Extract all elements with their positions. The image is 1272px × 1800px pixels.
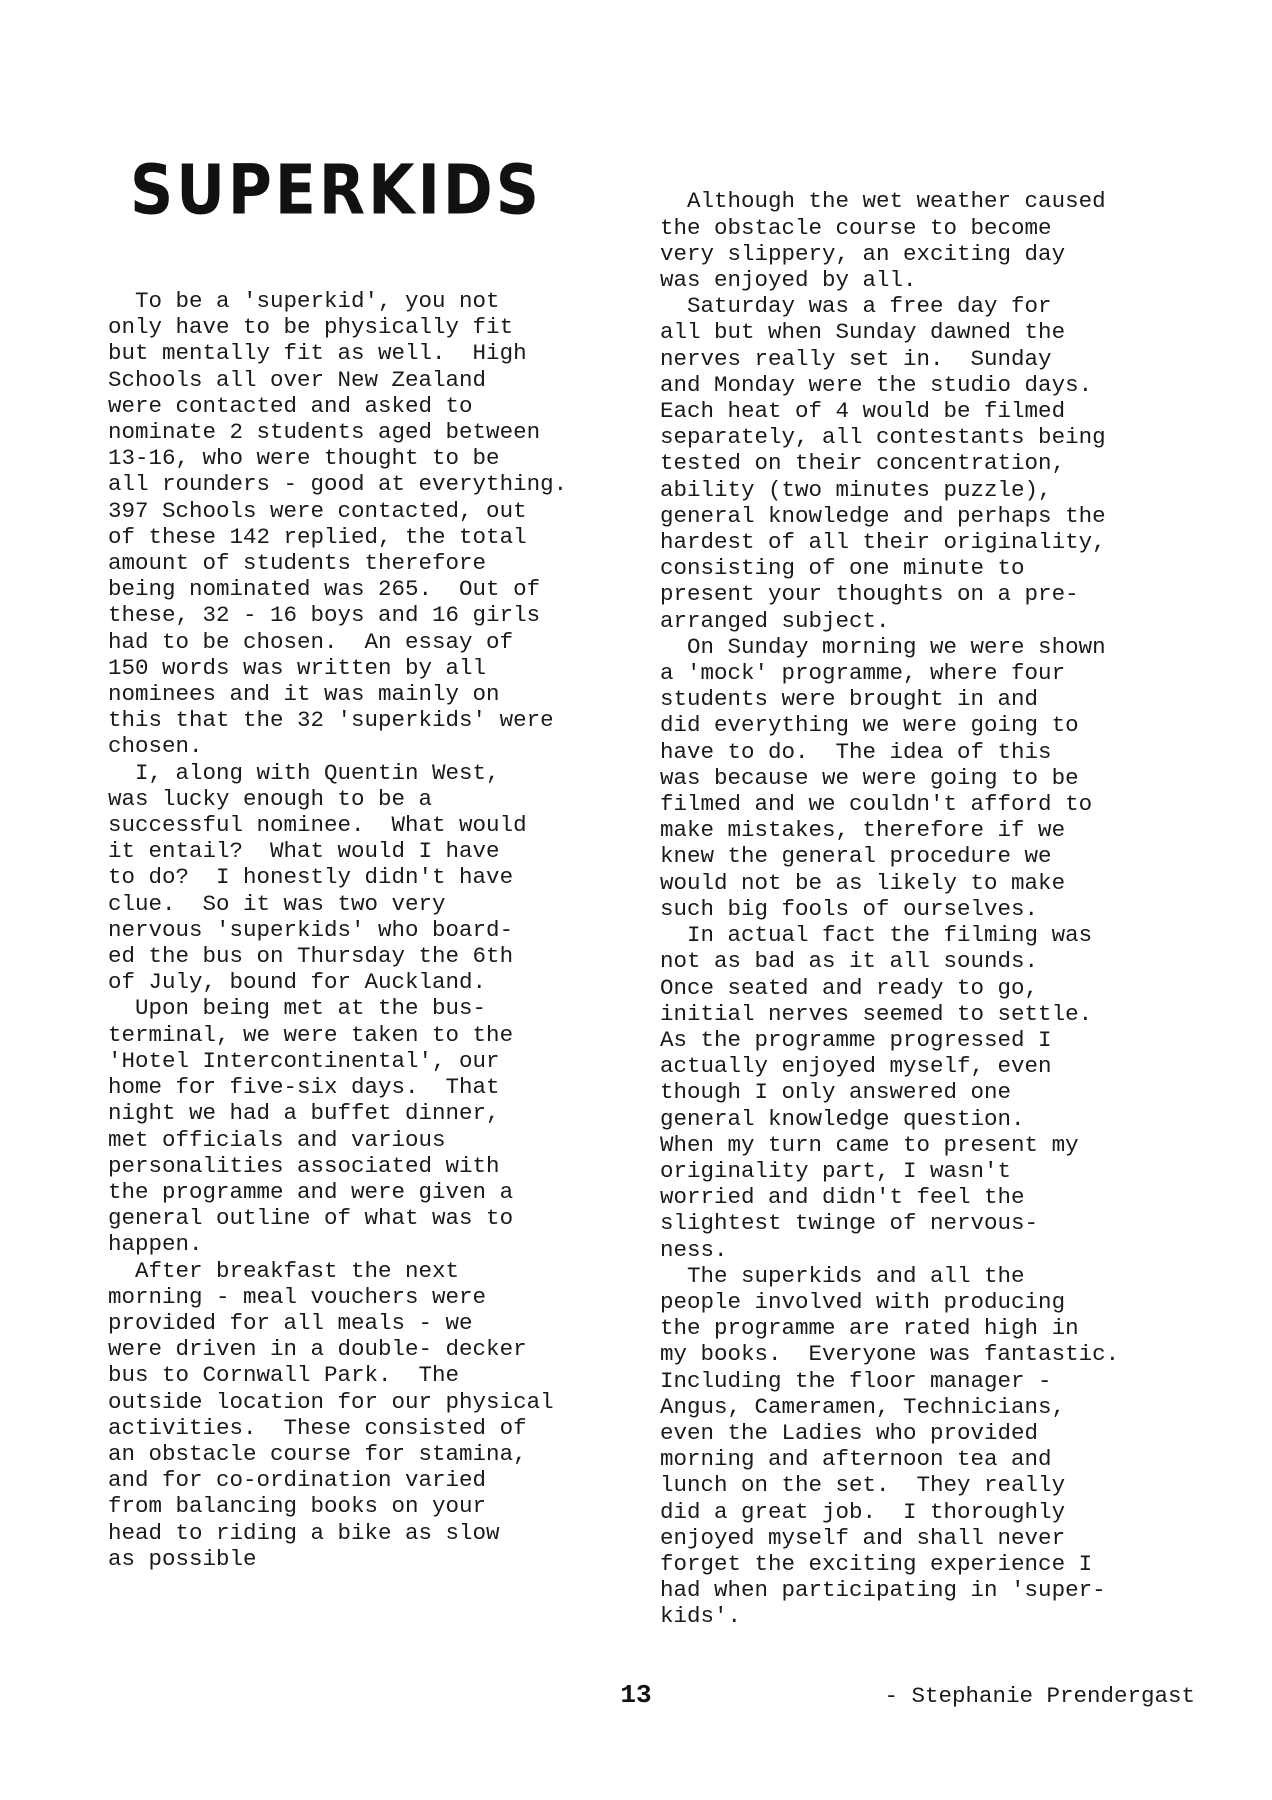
page-number: 13 bbox=[620, 1680, 652, 1710]
right-column bbox=[660, 136, 1195, 1762]
text-line: Once seated and ready to go, bbox=[660, 974, 1039, 1001]
text-line: consisting of one minute to bbox=[660, 555, 1025, 582]
text-line: After breakfast the next bbox=[108, 1257, 460, 1284]
text-line: provided for all meals - we bbox=[108, 1309, 473, 1336]
text-line: did everything we were going to bbox=[660, 712, 1079, 739]
text-line: activities. These consisted of bbox=[108, 1414, 527, 1441]
text-line: was lucky enough to be a bbox=[108, 785, 433, 812]
text-line: did a great job. I thoroughly bbox=[660, 1498, 1066, 1525]
text-line: arranged subject. bbox=[660, 607, 890, 634]
text-line: had when participating in 'super- bbox=[660, 1577, 1106, 1604]
text-line: the obstacle course to become bbox=[660, 214, 1052, 241]
text-line: On Sunday morning we were shown bbox=[660, 633, 1106, 660]
text-line: home for five-six days. That bbox=[108, 1074, 500, 1101]
text-line: 'Hotel Intercontinental', our bbox=[108, 1047, 500, 1074]
text-line: morning and afternoon tea and bbox=[660, 1446, 1052, 1473]
text-line: filmed and we couldn't afford to bbox=[660, 791, 1093, 818]
text-line: The superkids and all the bbox=[660, 1262, 1025, 1289]
text-line: I, along with Quentin West, bbox=[108, 759, 500, 786]
text-line: as possible bbox=[108, 1545, 257, 1572]
text-line: such big fools of ourselves. bbox=[660, 895, 1039, 922]
right-column-lines bbox=[660, 188, 1195, 1629]
text-line: terminal, we were taken to the bbox=[108, 1021, 514, 1048]
text-line: tested on their concentration, bbox=[660, 450, 1066, 477]
text-line: only have to be physically fit bbox=[108, 314, 514, 341]
text-line: were contacted and asked to bbox=[108, 392, 473, 419]
text-line: very slippery, an exciting day bbox=[660, 240, 1066, 267]
text-line: nerves really set in. Sunday bbox=[660, 345, 1052, 372]
text-line: of these 142 replied, the total bbox=[108, 523, 527, 550]
text-line: to do? I honestly didn't have bbox=[108, 864, 514, 891]
author-signature: - Stephanie Prendergast bbox=[884, 1682, 1195, 1709]
text-line: 13-16, who were thought to be bbox=[108, 445, 500, 472]
text-line: forget the exciting experience I bbox=[660, 1550, 1093, 1577]
text-line: and Monday were the studio days. bbox=[660, 371, 1093, 398]
text-line: Including the floor manager - bbox=[660, 1367, 1052, 1394]
text-line: but mentally fit as well. High bbox=[108, 340, 527, 367]
text-line: these, 32 - 16 boys and 16 girls bbox=[108, 602, 541, 629]
text-line: being nominated was 265. Out of bbox=[108, 576, 541, 603]
text-line: an obstacle course for stamina, bbox=[108, 1440, 527, 1467]
text-line: hardest of all their originality, bbox=[660, 529, 1106, 556]
text-line: a 'mock' programme, where four bbox=[660, 660, 1066, 687]
text-line: 150 words was written by all bbox=[108, 654, 487, 681]
text-line: nominate 2 students aged between bbox=[108, 419, 541, 446]
text-line: Schools all over New Zealand bbox=[108, 366, 487, 393]
text-line: nominees and it was mainly on bbox=[108, 681, 500, 708]
text-line: lunch on the set. They really bbox=[660, 1472, 1066, 1499]
text-line: initial nerves seemed to settle. bbox=[660, 1000, 1093, 1027]
text-line: head to riding a bike as slow bbox=[108, 1519, 500, 1546]
text-line: knew the general procedure we bbox=[660, 843, 1052, 870]
text-line: students were brought in and bbox=[660, 686, 1039, 713]
text-line: met officials and various bbox=[108, 1126, 446, 1153]
text-line: nervous 'superkids' who board- bbox=[108, 916, 514, 943]
text-line: was enjoyed by all. bbox=[660, 267, 917, 294]
text-line: successful nominee. What would bbox=[108, 812, 527, 839]
text-line: chosen. bbox=[108, 733, 203, 760]
text-line: not as bad as it all sounds. bbox=[660, 948, 1039, 975]
text-line: my books. Everyone was fantastic. bbox=[660, 1341, 1120, 1368]
text-line: Each heat of 4 would be filmed bbox=[660, 398, 1066, 425]
text-line: Saturday was a free day for bbox=[660, 293, 1052, 320]
text-line: the programme are rated high in bbox=[660, 1315, 1079, 1342]
text-line: from balancing books on your bbox=[108, 1493, 487, 1520]
text-line: In actual fact the filming was bbox=[660, 922, 1093, 949]
text-line: actually enjoyed myself, even bbox=[660, 1053, 1052, 1080]
text-line: even the Ladies who provided bbox=[660, 1419, 1039, 1446]
text-line: this that the 32 'superkids' were bbox=[108, 707, 554, 734]
text-line: When my turn came to present my bbox=[660, 1131, 1079, 1158]
text-line: make mistakes, therefore if we bbox=[660, 817, 1066, 844]
text-line: worried and didn't feel the bbox=[660, 1184, 1025, 1211]
text-line: To be a 'superkid', you not bbox=[108, 288, 500, 314]
text-line: clue. So it was two very bbox=[108, 890, 446, 917]
text-line: were driven in a double- decker bbox=[108, 1336, 527, 1363]
text-line: though I only answered one bbox=[660, 1079, 1012, 1106]
text-line: general knowledge and perhaps the bbox=[660, 502, 1106, 529]
text-line: ability (two minutes puzzle), bbox=[660, 476, 1052, 503]
text-line: ed the bus on Thursday the 6th bbox=[108, 943, 514, 970]
text-line: all rounders - good at everything. bbox=[108, 471, 568, 498]
text-line: have to do. The idea of this bbox=[660, 738, 1052, 765]
text-line: people involved with producing bbox=[660, 1288, 1066, 1315]
text-line: had to be chosen. An essay of bbox=[108, 628, 514, 655]
text-line: Upon being met at the bus- bbox=[108, 995, 487, 1022]
text-line: amount of students therefore bbox=[108, 550, 487, 577]
text-line: and for co-ordination varied bbox=[108, 1467, 487, 1494]
left-column bbox=[108, 288, 567, 1572]
text-line: general outline of what was to bbox=[108, 1205, 514, 1232]
text-line: night we had a buffet dinner, bbox=[108, 1100, 500, 1127]
text-line: happen. bbox=[108, 1231, 203, 1258]
text-line: Although the wet weather caused bbox=[660, 188, 1106, 215]
text-line: personalities associated with bbox=[108, 1152, 500, 1179]
text-line: slightest twinge of nervous- bbox=[660, 1210, 1039, 1237]
text-line: it entail? What would I have bbox=[108, 838, 500, 865]
text-line: all but when Sunday dawned the bbox=[660, 319, 1066, 346]
text-line: Angus, Cameramen, Technicians, bbox=[660, 1393, 1066, 1420]
text-line: the programme and were given a bbox=[108, 1178, 514, 1205]
text-line: morning - meal vouchers were bbox=[108, 1283, 487, 1310]
text-line: kids'. bbox=[660, 1603, 742, 1630]
text-line: general knowledge question. bbox=[660, 1105, 1025, 1132]
text-line: would not be as likely to make bbox=[660, 869, 1066, 896]
text-line: bus to Cornwall Park. The bbox=[108, 1362, 460, 1389]
text-line: enjoyed myself and shall never bbox=[660, 1524, 1066, 1551]
text-line: 397 Schools were contacted, out bbox=[108, 497, 527, 524]
text-line: present your thoughts on a pre- bbox=[660, 581, 1079, 608]
text-line: separately, all contestants being bbox=[660, 424, 1106, 451]
text-line: was because we were going to be bbox=[660, 764, 1079, 791]
article-title: SUPERKIDS bbox=[130, 150, 542, 231]
text-line: ness. bbox=[660, 1236, 728, 1263]
text-line: originality part, I wasn't bbox=[660, 1157, 1012, 1184]
text-line: of July, bound for Auckland. bbox=[108, 969, 487, 996]
text-line: As the programme progressed I bbox=[660, 1026, 1052, 1053]
text-line: outside location for our physical bbox=[108, 1388, 554, 1415]
